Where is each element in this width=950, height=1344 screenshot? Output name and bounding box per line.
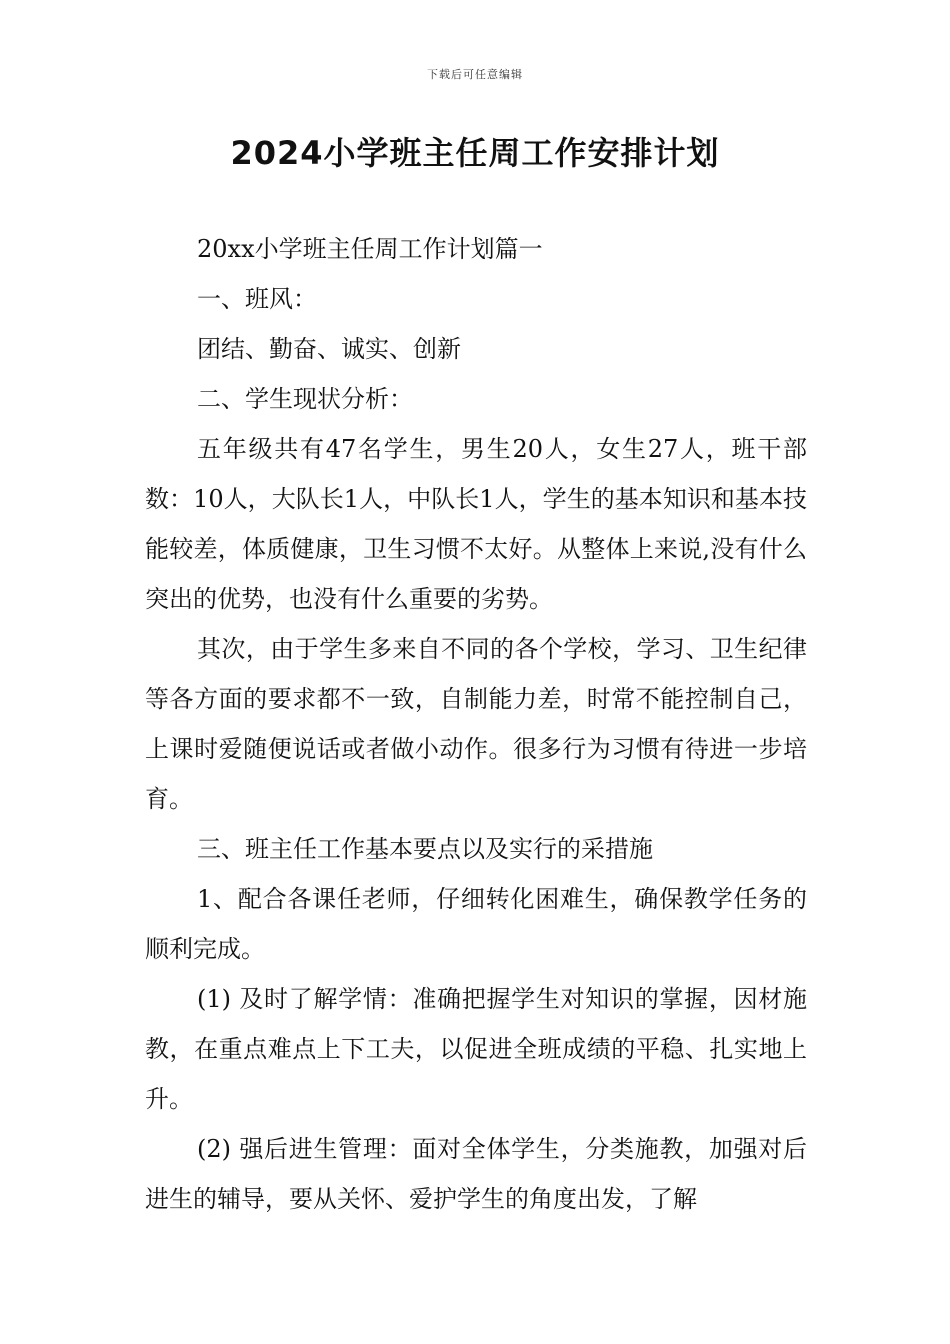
document-body [145, 224, 807, 1224]
section-heading: 三、班主任工作基本要点以及实行的采措施 [197, 835, 653, 863]
paragraph: 1、配合各课任老师，仔细转化困难生，确保教学任务的顺利完成。 [145, 885, 807, 963]
paragraph: 团结、勤奋、诚实、创新 [197, 335, 461, 363]
paragraph: 五年级共有47名学生，男生20人，女生27人，班干部数：10人，大队长1人，中队长1人，学生的基本知识和基本技能较差，体质健康，卫生习惯不太好。从整体上来说,没有什么突出的优势，也没有什么重要的劣势。 [145, 435, 807, 613]
section-heading: 20xx小学班主任周工作计划篇一 [197, 235, 543, 263]
document-title: 2024小学班主任周工作安排计划 [230, 134, 720, 172]
paragraph: (2) 强后进生管理：面对全体学生，分类施教，加强对后进生的辅导，要从关怀、爱护学生的角度出发，了解 [145, 1135, 807, 1213]
paragraph: (1) 及时了解学情：准确把握学生对知识的掌握，因材施教，在重点难点上下工夫，以促进全班成绩的平稳、扎实地上升。 [145, 985, 807, 1113]
header-note: 下载后可任意编辑 [427, 68, 523, 81]
section-heading: 二、学生现状分析： [197, 385, 413, 413]
section-heading: 一、班风： [197, 285, 317, 313]
paragraph: 其次，由于学生多来自不同的各个学校，学习、卫生纪律等各方面的要求都不一致，自制能力差，时常不能控制自己，上课时爱随便说话或者做小动作。很多行为习惯有待进一步培育。 [145, 635, 807, 813]
